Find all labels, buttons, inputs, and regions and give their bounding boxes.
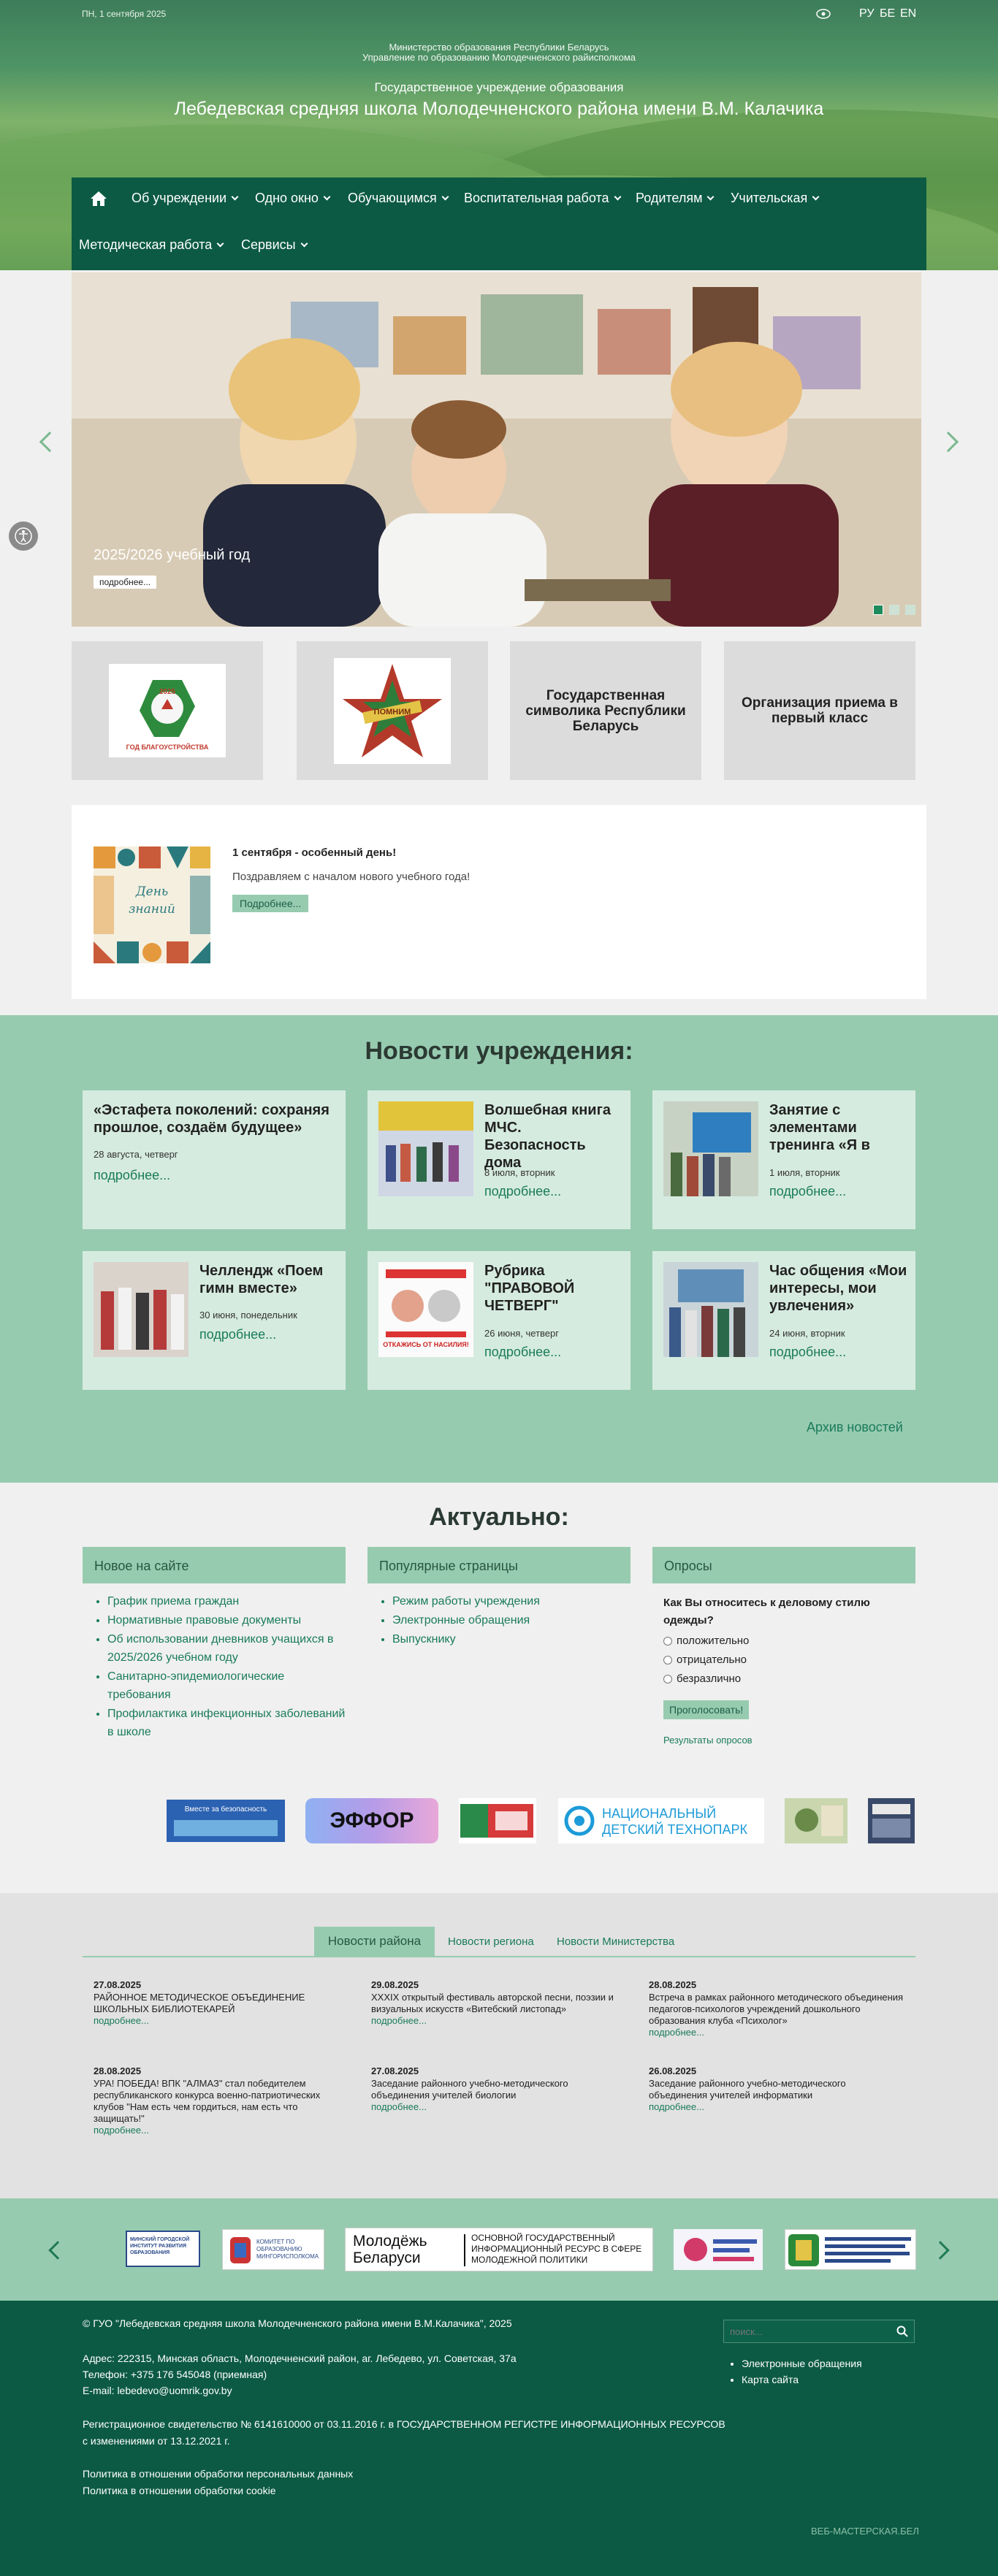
footer-registration-changes: с изменениями от 13.12.2021 г. xyxy=(83,2435,230,2447)
news-more-link[interactable]: подробнее... xyxy=(199,1327,277,1342)
new-on-site-link[interactable]: • Профилактика инфекционных заболеваний в школе xyxy=(107,1705,346,1741)
news-thumb xyxy=(663,1101,758,1196)
poll-question: Как Вы относитесь к деловому стилю одежды? xyxy=(663,1597,870,1627)
eye-icon[interactable] xyxy=(816,9,831,19)
nav-about[interactable]: Об учреждении xyxy=(132,191,237,206)
banner-committee[interactable]: КОМИТЕТ ПО ОБРАЗОВАНИЮ МИНГОРИСПОЛКОМА xyxy=(222,2229,324,2270)
nav-one-window[interactable]: Одно окно xyxy=(255,191,330,206)
popular-link[interactable]: • Выпускнику xyxy=(392,1630,631,1648)
knowledge-day-image: День знаний xyxy=(94,846,210,963)
popular-link[interactable]: • Электронные обращения xyxy=(392,1611,631,1629)
news-card-5[interactable]: ОТКАЖИСЬ ОТ НАСИЛИЯ! Рубрика "ПРАВОВОЙ ЧЕТВЕРГ" 26 июня, четверг подробнее... xyxy=(367,1251,631,1390)
quick-link-year[interactable] xyxy=(72,641,263,780)
new-on-site-panel xyxy=(83,1583,346,1762)
year-logo: 2025 ГОД БЛАГОУСТРОЙСТВА xyxy=(109,664,226,757)
news-more-link[interactable]: подробнее... xyxy=(484,1345,562,1359)
footer-copyright: © ГУО "Лебедевская средняя школа Молодечненского района имени В.М.Калачика", 2025 xyxy=(83,2317,512,2329)
announcement-block xyxy=(72,805,926,999)
nav-education-work[interactable]: Воспитательная работа xyxy=(464,191,620,206)
footer-policy-cookie[interactable]: Политика в отношении обработки cookie xyxy=(83,2485,276,2496)
school-name[interactable]: Лебедевская средняя школа Молодечненского района имени В.М. Калачика xyxy=(174,99,824,119)
popular-link[interactable]: • Режим работы учреждения xyxy=(392,1592,631,1610)
new-on-site-link[interactable]: • Об использовании дневников учащихся в 2025/2026 учебном году xyxy=(107,1630,346,1667)
news-section xyxy=(0,1015,998,1483)
slide-dot-3[interactable] xyxy=(905,605,915,615)
popular-title: Популярные страницы xyxy=(367,1547,631,1583)
new-on-site-link[interactable]: • Санитарно-эпидемиологические требования xyxy=(107,1667,346,1704)
poll-option-1[interactable]: положительно xyxy=(663,1635,749,1647)
chevron-down-icon xyxy=(217,240,224,247)
new-on-site-link[interactable]: • График приема граждан xyxy=(107,1592,346,1610)
footer-link-appeals[interactable]: • Электронные обращения xyxy=(742,2355,862,2371)
ministry-line-1: Министерство образования Республики Беларусь xyxy=(389,42,609,53)
footer-registration: Регистрационное свидетельство № 6141610000 от 03.11.2016 г. в ГОСУДАРСТВЕННОМ РЕГИСТРЕ ИНФОРМАЦИОННЫХ РЕСУРСОВ xyxy=(83,2418,725,2430)
news-card-2[interactable]: Волшебная книга МЧС. Безопасность дома 8 июля, вторник подробнее... xyxy=(367,1090,631,1229)
announcement-more-button[interactable]: Подробнее... xyxy=(232,895,308,912)
news-card-1[interactable]: «Эстафета поколений: сохраняя прошлое, создаём будущее» 28 августа, четверг подробнее... xyxy=(83,1090,346,1229)
search-input[interactable] xyxy=(724,2320,889,2342)
news-archive-link[interactable]: Архив новостей xyxy=(807,1420,903,1434)
poll-vote-button[interactable]: Проголосовать! xyxy=(663,1700,749,1719)
news-heading: Новости учреждения: xyxy=(365,1037,633,1065)
news-thumb xyxy=(94,1262,188,1357)
quick-link-symbols[interactable]: Государственная символика Республики Беларусь xyxy=(510,641,701,780)
chevron-down-icon xyxy=(300,240,308,247)
district-news-item[interactable]: 26.08.2025 Заседание районного учебно-методического объединения учителей информатики подробнее... xyxy=(649,2065,846,2112)
accessibility-icon[interactable] xyxy=(9,521,38,551)
news-more-link[interactable]: подробнее... xyxy=(484,1184,562,1199)
footer-search xyxy=(723,2320,915,2343)
poll-title: Опросы xyxy=(652,1547,915,1583)
poll-option-2[interactable]: отрицательно xyxy=(663,1654,747,1666)
announcement-text: Поздравляем с началом нового учебного года! xyxy=(232,871,471,883)
nav-methodical[interactable]: Методическая работа xyxy=(79,237,223,253)
slider-prev-icon[interactable] xyxy=(39,432,60,452)
memory-logo: ПОМНИМ xyxy=(334,658,451,764)
news-thumb xyxy=(663,1262,758,1357)
district-news-item[interactable]: 27.08.2025 РАЙОННОЕ МЕТОДИЧЕСКОЕ ОБЪЕДИНЕНИЕ ШКОЛЬНЫХ БИБЛИОТЕКАРЕЙ подробнее... xyxy=(94,1979,305,2026)
footer-credit[interactable]: ВЕБ-МАСТЕРСКАЯ.БЕЛ xyxy=(811,2526,919,2537)
news-thumb: ОТКАЖИСЬ ОТ НАСИЛИЯ! xyxy=(378,1262,473,1357)
nav-teachers[interactable]: Учительская xyxy=(731,191,818,206)
banner-6[interactable] xyxy=(785,2229,916,2270)
news-card-4[interactable]: Челлендж «Поем гимн вместе» 30 июня, понедельник подробнее... xyxy=(83,1251,346,1390)
poll-results-link[interactable]: Результаты опросов xyxy=(663,1735,753,1746)
home-icon[interactable] xyxy=(89,190,108,207)
partner-logo-6[interactable] xyxy=(868,1798,915,1843)
slide-dot-1[interactable] xyxy=(873,605,883,615)
poll-panel xyxy=(652,1583,915,1762)
footer-address: Адрес: 222315, Минская область, Молодечненский район, аг. Лебедево, ул. Советская, 37а xyxy=(83,2353,517,2364)
chevron-down-icon xyxy=(812,193,820,200)
slide-more-button[interactable]: подробнее... xyxy=(94,576,156,589)
quick-link-memory[interactable] xyxy=(297,641,488,780)
chevron-down-icon xyxy=(323,193,330,200)
district-news-item[interactable]: 28.08.2025 УРА! ПОБЕДА! ВПК "АЛМАЗ" стал победителем республиканского конкурса военно-патриотических клубов "Нам есть чем гордиться, нам есть что защищать!" подробнее... xyxy=(94,2065,321,2136)
ministry-line-2: Управление по образованию Молодечненского райисполкома xyxy=(362,52,636,63)
news-thumb xyxy=(378,1101,473,1196)
radio-button[interactable] xyxy=(663,1656,672,1665)
banner-institute[interactable]: МИНСКИЙ ГОРОДСКОЙ ИНСТИТУТ РАЗВИТИЯ ОБРАЗОВАНИЯ xyxy=(126,2231,200,2267)
news-card-3[interactable]: Занятие с элементами тренинга «Я в 1 июля, вторник подробнее... xyxy=(652,1090,915,1229)
radio-button[interactable] xyxy=(663,1637,672,1646)
slider-next-icon[interactable] xyxy=(938,432,959,452)
quick-link-admission[interactable]: Организация приема в первый класс xyxy=(724,641,915,780)
slide-dot-2[interactable] xyxy=(889,605,899,615)
slide-caption: 2025/2026 учебный год xyxy=(94,547,251,563)
district-news-item[interactable]: 28.08.2025 Встреча в рамках районного методического объединения педагогов-психологов учреждений дошкольного образования клуба «Психолог» подробнее... xyxy=(649,1979,904,2038)
lang-ru[interactable]: РУ xyxy=(859,7,875,20)
footer-email[interactable]: E-mail: lebedevo@uomrik.gov.by xyxy=(83,2385,232,2396)
chevron-down-icon xyxy=(441,193,449,200)
main-nav xyxy=(72,177,926,270)
hero-slider[interactable] xyxy=(72,272,921,627)
news-card-6[interactable]: Час общения «Мои интересы, мои увлечения» 24 июня, вторник подробнее... xyxy=(652,1251,915,1390)
tabs-underline xyxy=(83,1956,915,1957)
news-more-link[interactable]: подробнее... xyxy=(94,1168,171,1182)
partner-logo-red[interactable] xyxy=(459,1798,536,1843)
district-news-item[interactable]: 27.08.2025 Заседание районного учебно-методического объединения учителей биологии подробнее... xyxy=(371,2065,568,2112)
chevron-down-icon xyxy=(707,193,715,200)
nav-parents[interactable]: Родителям xyxy=(636,191,713,206)
new-on-site-title: Новое на сайте xyxy=(83,1547,346,1583)
poll-option-3[interactable]: безразлично xyxy=(663,1673,741,1685)
lang-be[interactable]: БЕ xyxy=(880,7,896,20)
new-on-site-link[interactable]: • Нормативные правовые документы xyxy=(107,1611,346,1629)
partner-logo-5[interactable] xyxy=(785,1798,847,1843)
radio-button[interactable] xyxy=(663,1675,672,1683)
org-type: Государственное учреждение образования xyxy=(374,80,624,94)
footer-link-sitemap[interactable]: • Карта сайта xyxy=(742,2371,862,2388)
slide-photo xyxy=(72,272,921,627)
nav-students[interactable]: Обучающимся xyxy=(348,191,448,206)
partner-logo-technopark[interactable]: НАЦИОНАЛЬНЫЙ ДЕТСКИЙ ТЕХНОПАРК xyxy=(558,1798,764,1843)
news-more-link[interactable]: подробнее... xyxy=(769,1184,847,1199)
footer-links xyxy=(742,2355,862,2388)
news-more-link[interactable]: подробнее... xyxy=(769,1345,847,1359)
partner-logo-safety[interactable]: Вместе за безопасность xyxy=(167,1800,285,1842)
district-news-item[interactable]: 29.08.2025 XXXIX открытый фестиваль авторской песни, поэзии и визуальных искусств «Витебский листопад» подробнее... xyxy=(371,1979,614,2026)
announcement-title: 1 сентября - особенный день! xyxy=(232,846,397,859)
tab-district-news[interactable]: Новости района xyxy=(314,1927,435,1956)
popular-panel xyxy=(367,1583,631,1670)
partner-logo-effor[interactable]: ЭФФОР xyxy=(305,1798,438,1843)
chevron-down-icon xyxy=(232,193,239,200)
banner-youth[interactable]: Молодёжь Беларуси ОСНОВНОЙ ГОСУДАРСТВЕННЫЙ ИНФОРМАЦИОННЫЙ РЕСУРС В СФЕРЕ МОЛОДЕЖНОЙ ПОЛИТИКИ xyxy=(345,2228,653,2271)
tab-region-news[interactable]: Новости региона xyxy=(448,1935,534,1948)
actual-heading: Актуально: xyxy=(429,1503,569,1531)
chevron-down-icon xyxy=(614,193,621,200)
current-date: ПН, 1 сентября 2025 xyxy=(82,9,167,19)
search-icon[interactable] xyxy=(896,2325,908,2337)
footer-phone: Телефон: +375 176 545048 (приемная) xyxy=(83,2369,267,2380)
footer-policy-personal[interactable]: Политика в отношении обработки персональных данных xyxy=(83,2468,354,2480)
banner-5[interactable] xyxy=(674,2229,763,2270)
lang-en[interactable]: EN xyxy=(900,7,917,20)
nav-services[interactable]: Сервисы xyxy=(241,237,307,253)
tab-ministry-news[interactable]: Новости Министерства xyxy=(557,1935,675,1948)
